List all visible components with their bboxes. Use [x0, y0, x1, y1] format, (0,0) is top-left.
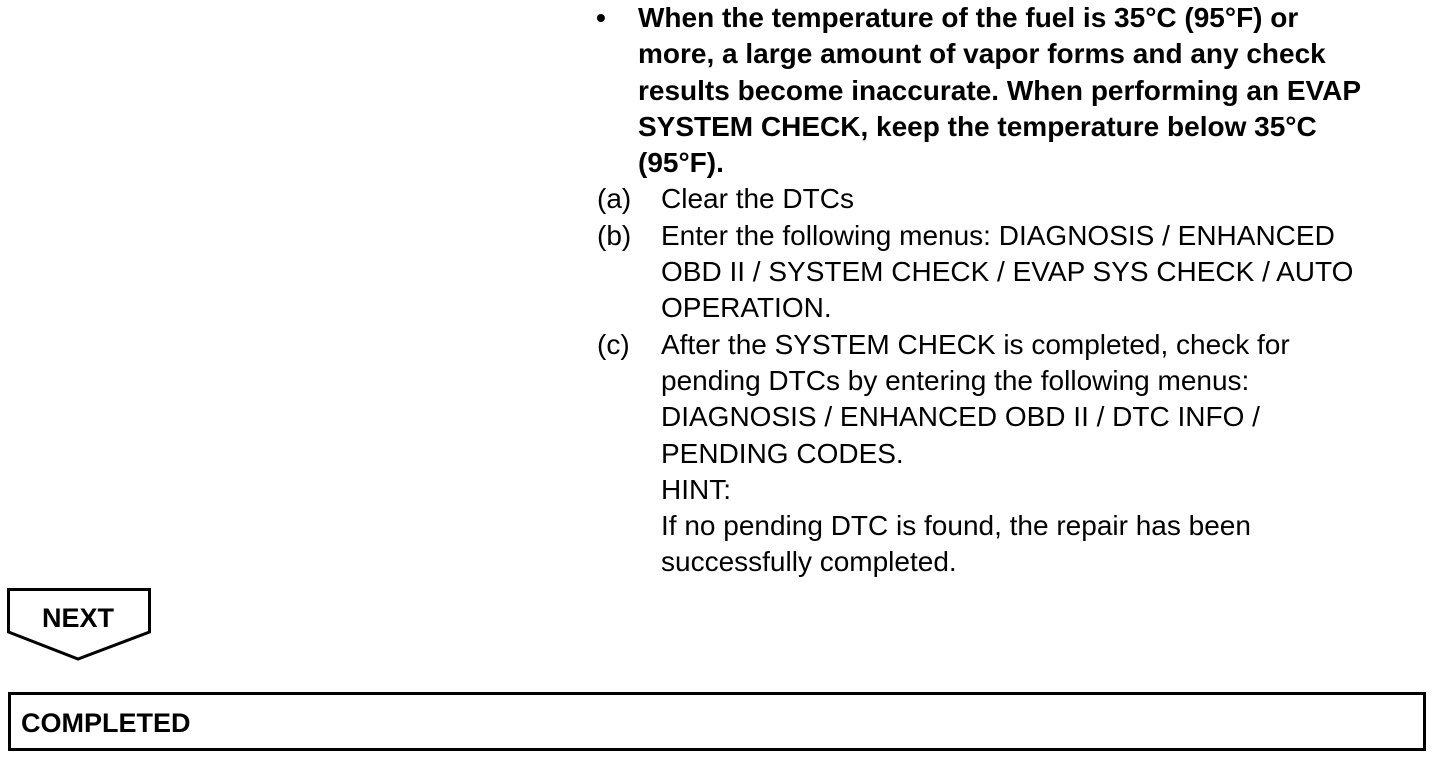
step-c: [596, 327, 1446, 581]
hint-text: If no pending DTC is found, the repair has been: [661, 510, 1251, 542]
step-line: DIAGNOSIS / ENHANCED OBD II / DTC INFO /: [661, 401, 1260, 433]
next-label: NEXT: [41, 603, 114, 633]
caution-line: results become inaccurate. When performing an EVAP: [638, 74, 1361, 106]
hint-text: successfully completed.: [661, 546, 957, 578]
step-line: pending DTCs by entering the following menus:: [661, 364, 1250, 396]
hint-label: HINT:: [661, 473, 731, 505]
step-line: After the SYSTEM CHECK is completed, check for: [661, 328, 1290, 360]
caution-line: When the temperature of the fuel is 35°C (95°F) or: [638, 2, 1299, 33]
step-line: OPERATION.: [661, 292, 832, 324]
step-a: [596, 181, 1446, 217]
step-marker: (a): [597, 183, 632, 215]
caution-line: (95°F).: [638, 147, 724, 179]
step-marker: (c): [597, 328, 630, 360]
caution-line: more, a large amount of vapor forms and any check: [638, 38, 1326, 70]
next-step-marker[interactable]: [7, 588, 151, 662]
step-b: [596, 218, 1446, 327]
completed-label: COMPLETED: [21, 708, 191, 738]
step-line: OBD II / SYSTEM CHECK / EVAP SYS CHECK / AUTO: [661, 256, 1354, 288]
bullet-marker: •: [596, 2, 606, 33]
step-line: PENDING CODES.: [661, 437, 904, 469]
caution-line: SYSTEM CHECK, keep the temperature below 35°C: [638, 110, 1317, 142]
step-line: Clear the DTCs: [661, 183, 854, 215]
completed-box: [8, 692, 1426, 751]
procedure-content: [596, 0, 1446, 581]
step-line: Enter the following menus: DIAGNOSIS / ENHANCED: [661, 219, 1335, 251]
caution-bullet: [596, 0, 1446, 181]
step-marker: (b): [597, 219, 632, 251]
